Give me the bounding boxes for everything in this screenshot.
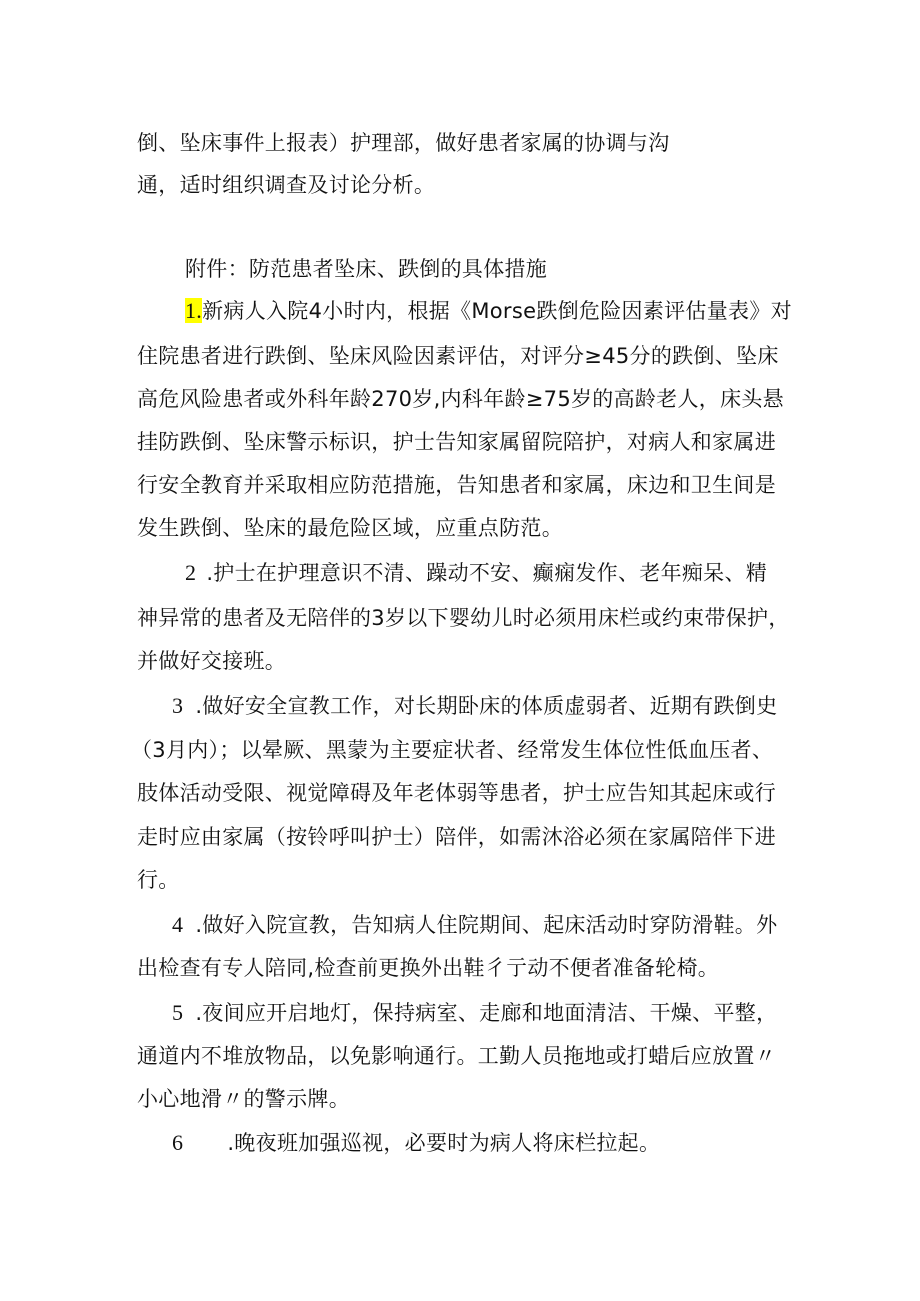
item-5-line-1 xyxy=(172,998,777,1028)
attachment-title: 附件：防范患者坠床、跌倒的具体措施 xyxy=(185,257,548,281)
item-1-number: 1. xyxy=(185,298,203,323)
item-6-line-1 xyxy=(172,1128,660,1158)
item-4-text: .做好入院宣教，告知病人住院期间、起床活动时穿防滑鞋。外 xyxy=(195,913,778,937)
item-3-number: 3 xyxy=(172,693,184,718)
item-3-text: .做好安全宣教工作，对长期卧床的体质虚弱者、近期有跌倒史 xyxy=(195,694,778,718)
item-2-line-3: 并做好交接班。 xyxy=(137,649,287,673)
item-1-line-2: 住院患者进行跌倒、坠床风险因素评估，对评分≥45分的跌倒、坠床 xyxy=(137,344,779,368)
item-2-number: 2 xyxy=(185,560,197,585)
item-4-line-2: 出检查有专人陪同,检查前更换外出鞋彳亍动不便者准备轮椅。 xyxy=(137,956,720,980)
item-1-line-4: 挂防跌倒、坠床警示标识，护士告知家属留院陪护，对病人和家属进 xyxy=(137,430,776,454)
item-1-line-3: 高危风险患者或外科年龄270岁,内科年龄≥75岁的高龄老人，床头悬 xyxy=(137,387,784,411)
item-4-number: 4 xyxy=(172,912,184,937)
item-3-line-1 xyxy=(172,691,777,721)
item-1-line-5: 行安全教育并采取相应防范措施，告知患者和家属，床边和卫生间是 xyxy=(137,473,776,497)
intro-line-1: 倒、坠床事件上报表）护理部，做好患者家属的协调与沟 xyxy=(137,131,670,155)
item-3-line-5: 行。 xyxy=(137,868,180,892)
item-1-line-1 xyxy=(185,296,792,326)
item-4-line-1 xyxy=(172,910,777,940)
item-5-line-3: 小心地滑〃的警示牌。 xyxy=(137,1087,350,1111)
item-1-line-6: 发生跌倒、坠床的最危险区域，应重点防范。 xyxy=(137,516,563,540)
item-5-text: .夜间应开启地灯，保持病室、走廊和地面清洁、干燥、平整， xyxy=(195,1001,778,1025)
item-5-number: 5 xyxy=(172,1000,184,1025)
item-3-line-4: 走时应由家属（按铃呼叫护士）陪伴，如需沐浴必须在家属陪伴下进 xyxy=(137,825,776,849)
item-6-number: 6 xyxy=(172,1130,184,1155)
item-2-line-1 xyxy=(185,558,767,588)
item-6-text: .晚夜班加强巡视，必要时为病人将床栏拉起。 xyxy=(227,1131,661,1155)
item-5-line-2: 通道内不堆放物品，以免影响通行。工勤人员拖地或打蜡后应放置〃 xyxy=(137,1044,776,1068)
intro-line-2: 通，适时组织调查及讨论分析。 xyxy=(137,173,436,197)
item-1-text: 新病人入院4小时内，根据《Morse跌倒危险因素评估量表》对 xyxy=(202,299,792,323)
item-3-line-3: 肢体活动受限、视觉障碍及年老体弱等患者，护士应告知其起床或行 xyxy=(137,781,776,805)
item-2-line-2: 神异常的患者及无陪伴的3岁以下婴幼儿时必须用床栏或约束带保护， xyxy=(137,606,790,630)
item-2-text: .护士在护理意识不清、躁动不安、癫痫发作、老年痴呆、精 xyxy=(206,561,768,585)
item-3-line-2: （3月内）；以晕厥、黑蒙为主要症状者、经常发生体位性低血压者、 xyxy=(131,738,774,762)
